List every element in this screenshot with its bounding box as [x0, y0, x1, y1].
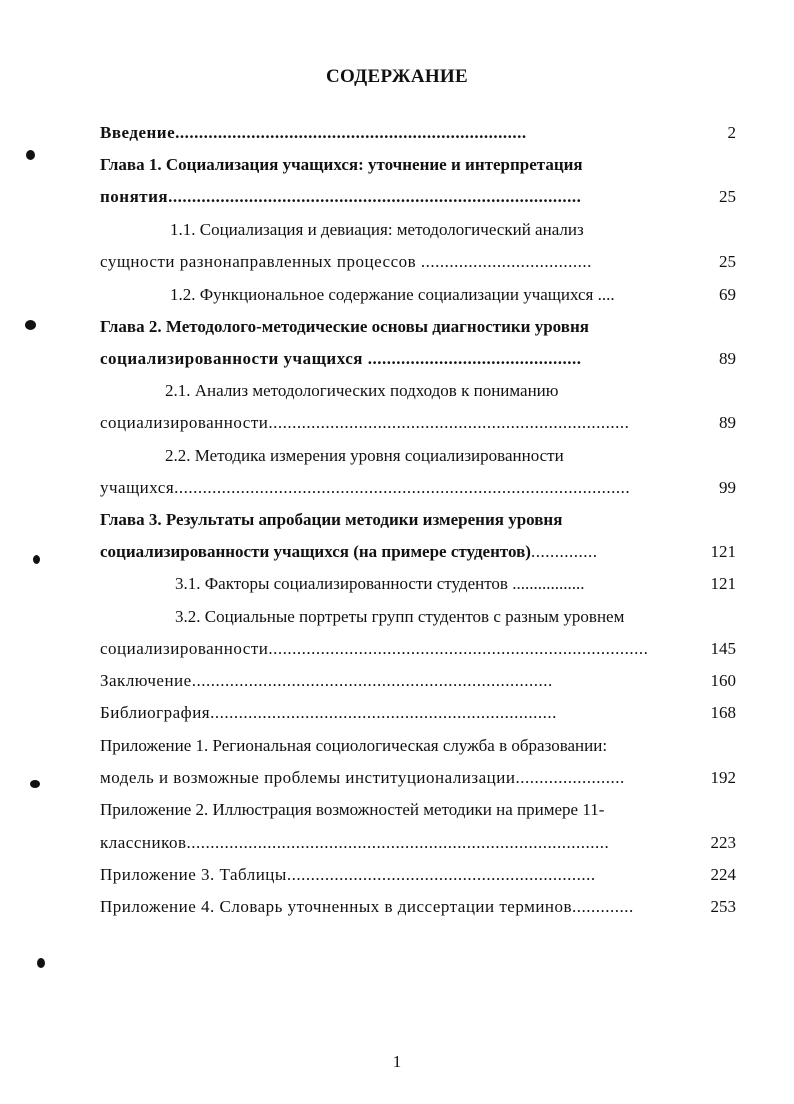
toc-entry-ch1-line1	[0, 153, 794, 177]
toc-entry-text: Приложение 3. Таблицы.................................................................	[100, 865, 596, 884]
toc-page-number: 2	[727, 123, 736, 142]
toc-page-number: 168	[710, 703, 736, 722]
toc-page-number: 89	[719, 413, 736, 432]
toc-entry-ch2-line2	[0, 347, 794, 371]
toc-entry-text: Глава 3. Результаты апробации методики измерения уровня	[100, 510, 563, 529]
toc-entry-text: социализированности учащихся .............................................	[100, 349, 582, 368]
toc-entry-s22-line2	[0, 476, 794, 500]
toc-entry-text: Приложение 2. Иллюстрация возможностей методики на примере 11-	[100, 800, 605, 819]
toc-entry-text: социализированности учащихся (на примере студентов)	[100, 542, 531, 561]
toc-entry-conclusion	[0, 669, 794, 693]
toc-entry-text: Глава 1. Социализация учащихся: уточнение и интерпретация	[100, 155, 583, 174]
toc-leader-dots: ..............	[530, 542, 598, 561]
toc-entry-text: 1.1. Социализация и девиация: методологический анализ	[170, 220, 584, 239]
scan-mark-icon	[25, 320, 36, 330]
toc-entry-s21-line1	[0, 379, 794, 403]
toc-entry-s12	[0, 283, 794, 307]
toc-entry-intro	[0, 121, 794, 145]
toc-page-number: 121	[710, 542, 736, 561]
toc-entry-text: Приложение 4. Словарь уточненных в диссертации терминов.............	[100, 897, 634, 916]
toc-entry-app4	[0, 895, 794, 919]
toc-entry-app2-line2	[0, 831, 794, 855]
toc-page-number: 192	[710, 768, 736, 787]
toc-entry-s21-line2	[0, 411, 794, 435]
toc-entry-text: социализированности................................................................................	[100, 639, 649, 658]
toc-entry-text: 3.2. Социальные портреты групп студентов с разным уровнем	[175, 607, 625, 626]
toc-page-number: 121	[710, 574, 736, 593]
toc-page-number: 69	[719, 285, 736, 304]
scan-mark-icon	[30, 780, 40, 788]
toc-page-number: 99	[719, 478, 736, 497]
scan-mark-icon	[33, 555, 40, 564]
toc-entry-text: Приложение 1. Региональная социологическая служба в образовании:	[100, 736, 608, 755]
toc-entry-ch3-line1	[0, 508, 794, 532]
scan-mark-icon	[37, 958, 45, 968]
toc-entry-s32-line1	[0, 605, 794, 629]
toc-entry-app2-line1	[0, 798, 794, 822]
toc-entry-text: классников.........................................................................................	[100, 833, 610, 852]
toc-entry-text: 3.1. Факторы социализированности студентов .................	[175, 574, 585, 593]
toc-entry-ch2-line1	[0, 315, 794, 339]
toc-page-number: 223	[710, 833, 736, 852]
toc-entry-text: 2.1. Анализ методологических подходов к пониманию	[165, 381, 559, 400]
toc-entry-s11-line2	[0, 250, 794, 274]
toc-page-number: 25	[719, 187, 736, 206]
toc-entry-s32-line2	[0, 637, 794, 661]
toc-entry-ch1-line2	[0, 185, 794, 209]
toc-entry-text: понятия.......................................................................................	[100, 187, 582, 206]
toc-entry-text: Библиография.........................................................................	[100, 703, 557, 722]
toc-page-number: 160	[710, 671, 736, 690]
toc-entry-text: Введение..........................................................................	[100, 123, 527, 142]
toc-entry-text: учащихся................................................................................................	[100, 478, 631, 497]
page-number: 1	[392, 1052, 402, 1071]
toc-entry-s22-line1	[0, 444, 794, 468]
toc-entry-text: Заключение............................................................................	[100, 671, 553, 690]
toc-page-number: 89	[719, 349, 736, 368]
toc-page-number: 145	[710, 639, 736, 658]
toc-entry-text: модель и возможные проблемы институционализации.......................	[100, 768, 625, 787]
scan-mark-icon	[26, 150, 35, 160]
toc-page-number: 253	[710, 897, 736, 916]
toc-entry-text: социализированности............................................................................	[100, 413, 630, 432]
toc-entry-text: 2.2. Методика измерения уровня социализированности	[165, 446, 564, 465]
toc-entry-app1-line2	[0, 766, 794, 790]
toc-page-number: 25	[719, 252, 736, 271]
toc-entry-text: сущности разнонаправленных процессов ....................................	[100, 252, 592, 271]
toc-entry-text: 1.2. Функциональное содержание социализации учащихся ....	[170, 285, 615, 304]
toc-entry-app1-line1	[0, 734, 794, 758]
toc-entry-bibliography	[0, 701, 794, 725]
toc-entry-text: Глава 2. Методолого-методические основы диагностики уровня	[100, 317, 589, 336]
toc-entry-s11-line1	[0, 218, 794, 242]
toc-entry-s31	[0, 572, 794, 596]
toc-page-number: 224	[710, 865, 736, 884]
page-title: СОДЕРЖАНИЕ	[326, 66, 468, 87]
toc-entry-ch3-line2	[0, 540, 794, 564]
toc-entry-app3	[0, 863, 794, 887]
